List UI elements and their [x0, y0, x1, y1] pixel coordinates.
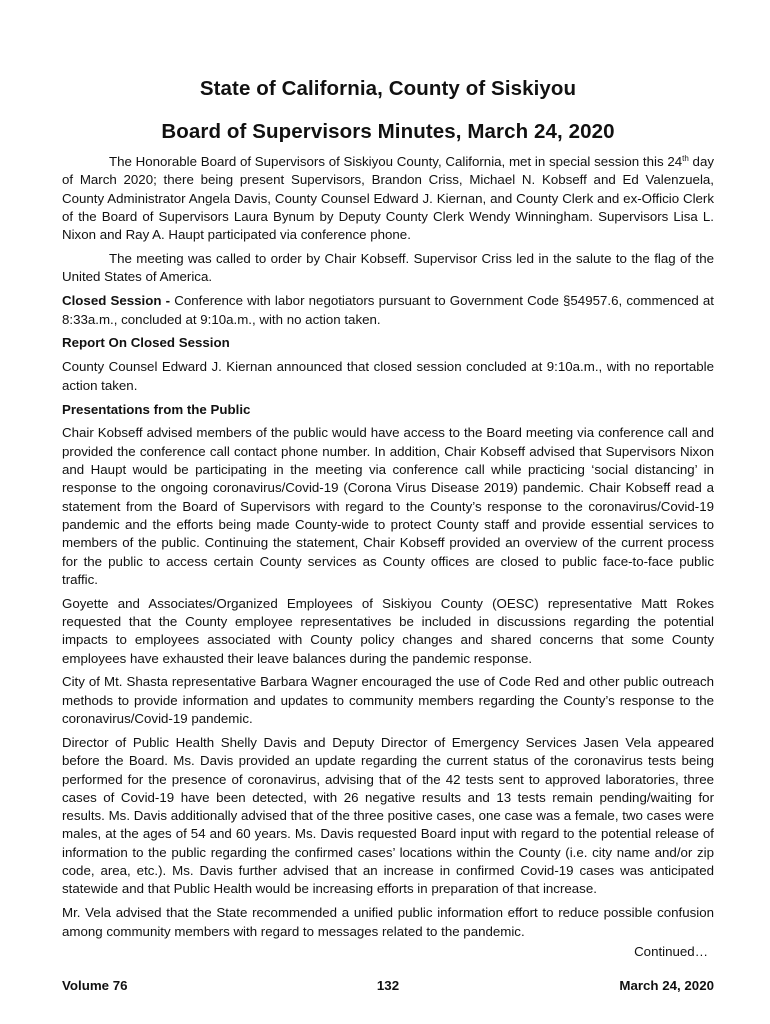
closed-session-paragraph: [62, 292, 714, 329]
intro-text-end: day of March 2020; there being present Supervisors, Brandon Criss, Michael N. Kobseff and Ed Valenzuela, County Administrator Angela Davis, County Counsel Edward J. Kiernan, and County Clerk and ex-Officio Clerk of the Board of Supervisors Laura Bynum by Deputy County Clerk Wendy Winningham. Supervisors Lisa L. Nixon and Ray A. Haupt participated via conference phone.: [62, 154, 714, 243]
presentations-heading: Presentations from the Public: [62, 401, 251, 417]
intro-text-start: The Honorable Board of Supervisors of Siskiyou County, California, met in special session this 24: [109, 154, 683, 169]
presentation-paragraph: Chair Kobseff advised members of the public would have access to the Board meeting via conference call and provided the conference call contact phone number. In addition, Chair Kobseff advised that Supervisors Nixon and Haupt would be participating in the meeting via conference call while practicing ‘social distancing’ in response to the ongoing coronavirus/Covid-19 (Corona Virus Disease 2019) pandemic. Chair Kobseff read a statement from the Board of Supervisors with regard to the County’s response to the coronavirus/Covid-19 pandemic and the efforts being made County-wide to protect County staff and provide essential services to members of the public. Continuing the statement, Chair Kobseff provided an overview of the current process for the public to access certain County services as County offices are closed to public face-to-face public traffic.: [62, 425, 714, 587]
footer-volume: Volume 76: [62, 978, 128, 993]
document-title: State of California, County of Siskiyou: [199, 77, 577, 100]
document-page: [62, 0, 714, 1024]
presentation-paragraph: City of Mt. Shasta representative Barbara Wagner encouraged the use of Code Red and other public outreach methods to provide information and updates to community members regarding the County’s response to the coronavirus/Covid-19 pandemic.: [62, 674, 714, 727]
presentation-paragraph: Goyette and Associates/Organized Employees of Siskiyou County (OESC) representative Matt Rokes requested that the County employee representatives be included in discussions regarding the potential impacts to employees associated with County policy changes and shared concerns that some County employees have exhausted their leave balances during the pandemic response.: [62, 595, 714, 666]
call-to-order-paragraph: The meeting was called to order by Chair Kobseff. Supervisor Criss led in the salute to the flag of the United States of America.: [62, 251, 714, 285]
closed-session-label: Closed Session -: [62, 293, 171, 309]
closed-session-text: Conference with labor negotiators pursuant to Government Code §54957.6, commenced at 8:33a.m., concluded at 9:10a.m., with no action taken.: [62, 293, 714, 327]
presentation-paragraph: Director of Public Health Shelly Davis and Deputy Director of Emergency Services Jasen Vela appeared before the Board. Ms. Davis provided an update regarding the current status of the coronavirus tests being performed for the presence of coronavirus, advising that of the 42 tests sent to approved laboratories, three cases of Covid-19 have been detected, with 26 negative results and 13 tests remain pending/waiting for results. Ms. Davis additionally advised that of the three positive cases, one case was a female, two cases were males, at the ages of 54 and 60 years. Ms. Davis requested Board input with regard to the potential release of information to the public regarding the confirmed cases’ locations within the County (i.e. city name and/or zip code, area, etc.). Ms. Davis further advised that an increase in confirmed Covid-19 cases was anticipated statewide and that Public Health would be increasing efforts in preparation of that increase.: [62, 734, 714, 897]
presentation-paragraph: Mr. Vela advised that the State recommended a unified public information effort to reduce possible confusion among community members with regard to messages related to the pandemic.: [62, 905, 714, 939]
intro-paragraph: [62, 153, 714, 244]
footer-date: March 24, 2020: [619, 978, 714, 993]
minutes-body: [62, 153, 714, 946]
ordinal-suffix: th: [682, 154, 689, 163]
footer-page-number: 132: [376, 978, 400, 993]
report-closed-session-paragraph: County Counsel Edward J. Kiernan announced that closed session concluded at 9:10a.m., with no reportable action taken.: [62, 359, 714, 393]
document-subtitle: Board of Supervisors Minutes, March 24, 2020: [161, 120, 615, 143]
report-closed-session-heading: Report On Closed Session: [62, 335, 230, 351]
continued-note: Continued…: [634, 944, 708, 959]
